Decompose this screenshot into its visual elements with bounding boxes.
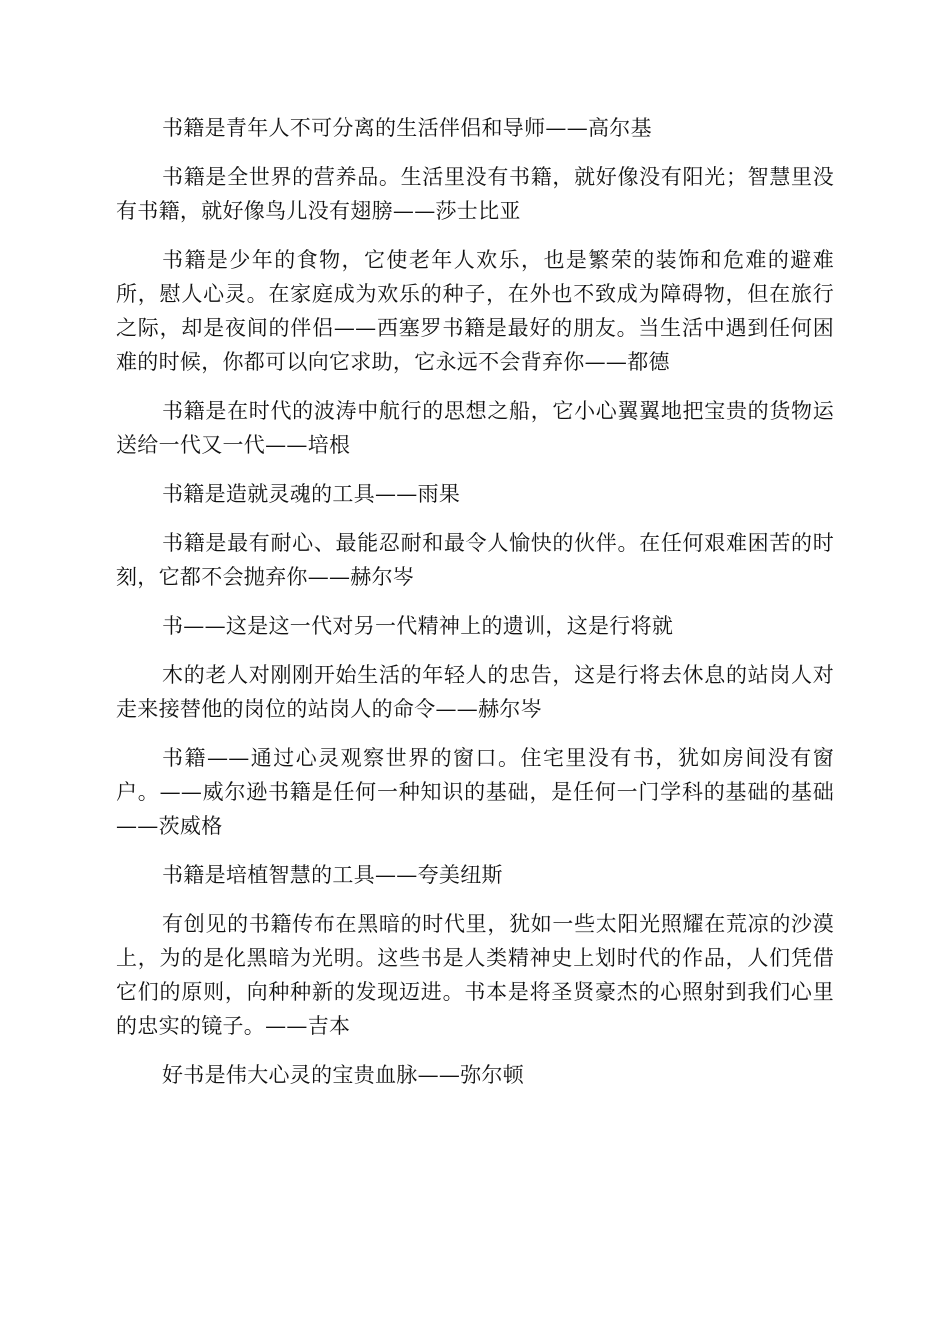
quote-paragraph-7: 书——这是这一代对另一代精神上的遗训，这是行将就 bbox=[162, 614, 674, 638]
quote-paragraph-4: 书籍是在时代的波涛中航行的思想之船，它小心翼翼地把宝贵的货物运送给一代又一代——培根 bbox=[116, 399, 834, 457]
quote-paragraph-2: 书籍是全世界的营养品。生活里没有书籍，就好像没有阳光；智慧里没有书籍，就好像鸟儿没有翅膀——莎士比亚 bbox=[116, 165, 834, 223]
quote-paragraph-9: 书籍——通过心灵观察世界的窗口。住宅里没有书，犹如房间没有窗户。——威尔逊书籍是任何一种知识的基础，是任何一门学科的基础的基础——茨威格 bbox=[116, 746, 834, 838]
quote-paragraph-10: 书籍是培植智慧的工具——夸美纽斯 bbox=[162, 863, 503, 887]
quote-paragraph-11: 有创见的书籍传布在黑暗的时代里，犹如一些太阳光照耀在荒凉的沙漠上，为的是化黑暗为光明。这些书是人类精神史上划时代的作品，人们凭借它们的原则，向种种新的发现迈进。书本是将圣贤豪杰的心照射到我们心里的忠实的镜子。——吉本 bbox=[116, 912, 834, 1038]
quote-paragraph-8: 木的老人对刚刚开始生活的年轻人的忠告，这是行将去休息的站岗人对走来接替他的岗位的站岗人的命令——赫尔岑 bbox=[116, 663, 834, 721]
quote-paragraph-12: 好书是伟大心灵的宝贵血脉——弥尔顿 bbox=[162, 1063, 525, 1087]
quote-paragraph-5: 书籍是造就灵魂的工具——雨果 bbox=[162, 482, 461, 506]
quote-paragraph-1: 书籍是青年人不可分离的生活伴侣和导师——高尔基 bbox=[162, 116, 652, 140]
quote-paragraph-6: 书籍是最有耐心、最能忍耐和最令人愉快的伙伴。在任何艰难困苦的时刻，它都不会抛弃你——赫尔岑 bbox=[116, 531, 834, 589]
quote-paragraph-3: 书籍是少年的食物，它使老年人欢乐，也是繁荣的装饰和危难的避难所，慰人心灵。在家庭成为欢乐的种子，在外也不致成为障碍物，但在旅行之际，却是夜间的伴侣——西塞罗书籍是最好的朋友。当生活中遇到任何困难的时候，你都可以向它求助，它永远不会背弃你——都德 bbox=[116, 248, 834, 374]
